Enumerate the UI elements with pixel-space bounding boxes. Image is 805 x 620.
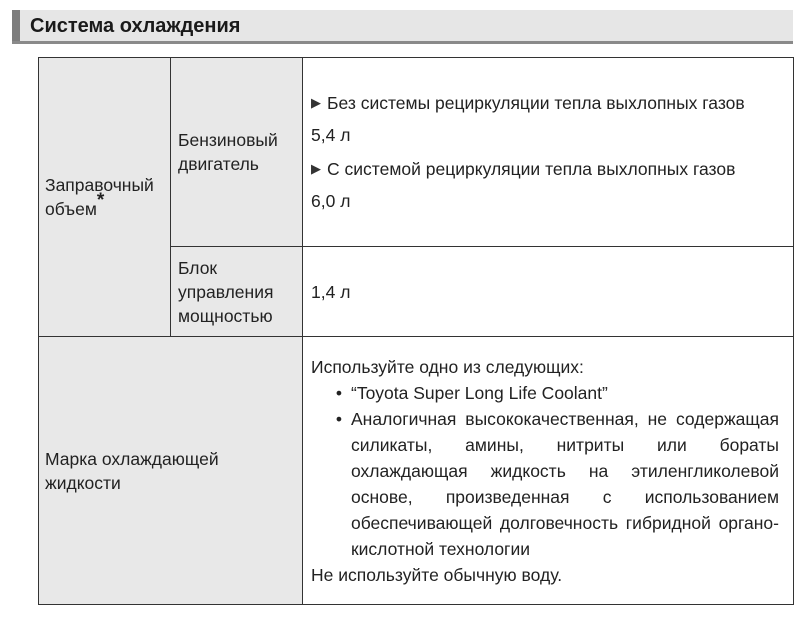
- pcu-value-cell: [303, 247, 794, 337]
- section-title: Система охлаждения: [30, 15, 241, 37]
- with-egr-volume: 6,0 л: [311, 191, 351, 211]
- cooling-system-spec-table: [38, 57, 794, 605]
- coolant-brand-value-cell: [303, 337, 794, 605]
- pcu-label-cell: [171, 247, 303, 337]
- triangle-marker-icon: ▶: [311, 161, 321, 176]
- table-row: [39, 58, 794, 247]
- coolant-option-text: Аналогичная высококачественная, не содержащая силикаты, амины, нитриты или бораты охлаждающая жидкость на этиленгликолевой основе, произведенная с использованием обеспечивающей долговечность гибридной органо-кислотной технологии: [351, 408, 779, 559]
- capacity-label-cell: [39, 58, 171, 337]
- coolant-options-list: [311, 380, 779, 562]
- bullet-icon: •: [335, 408, 343, 429]
- coolant-intro: Используйте одно из следующих:: [311, 356, 584, 377]
- footnote-mark: *: [96, 190, 105, 212]
- coolant-warning: Не используйте обычную воду.: [311, 564, 563, 585]
- section-header: [12, 10, 793, 44]
- with-egr-caption: [311, 156, 779, 182]
- with-egr-caption-text: С системой рециркуляции тепла выхлопных газов: [327, 159, 736, 179]
- pcu-volume: 1,4 л: [311, 281, 351, 302]
- without-egr-volume: 5,4 л: [311, 125, 351, 145]
- without-egr-caption-text: Без системы рециркуляции тепла выхлопных газов: [327, 93, 745, 113]
- capacity-label: Заправочный объем*: [45, 175, 154, 219]
- petrol-engine-value-cell: [303, 58, 794, 247]
- petrol-engine-label: Бензиновый двигатель: [178, 130, 278, 174]
- petrol-engine-label-cell: [171, 58, 303, 247]
- triangle-marker-icon: ▶: [311, 95, 321, 110]
- bullet-icon: •: [335, 382, 343, 403]
- section-header-bar: [12, 10, 20, 41]
- coolant-brand-label-cell: [39, 337, 303, 605]
- pcu-label: Блок управления мощностью: [178, 257, 274, 326]
- without-egr-caption: [311, 90, 779, 116]
- coolant-option-text: “Toyota Super Long Life Coolant”: [351, 382, 608, 403]
- list-item: [311, 406, 779, 562]
- table-row: [39, 337, 794, 605]
- coolant-brand-label: Марка охлаждающей жидкости: [45, 448, 219, 493]
- list-item: [311, 380, 779, 406]
